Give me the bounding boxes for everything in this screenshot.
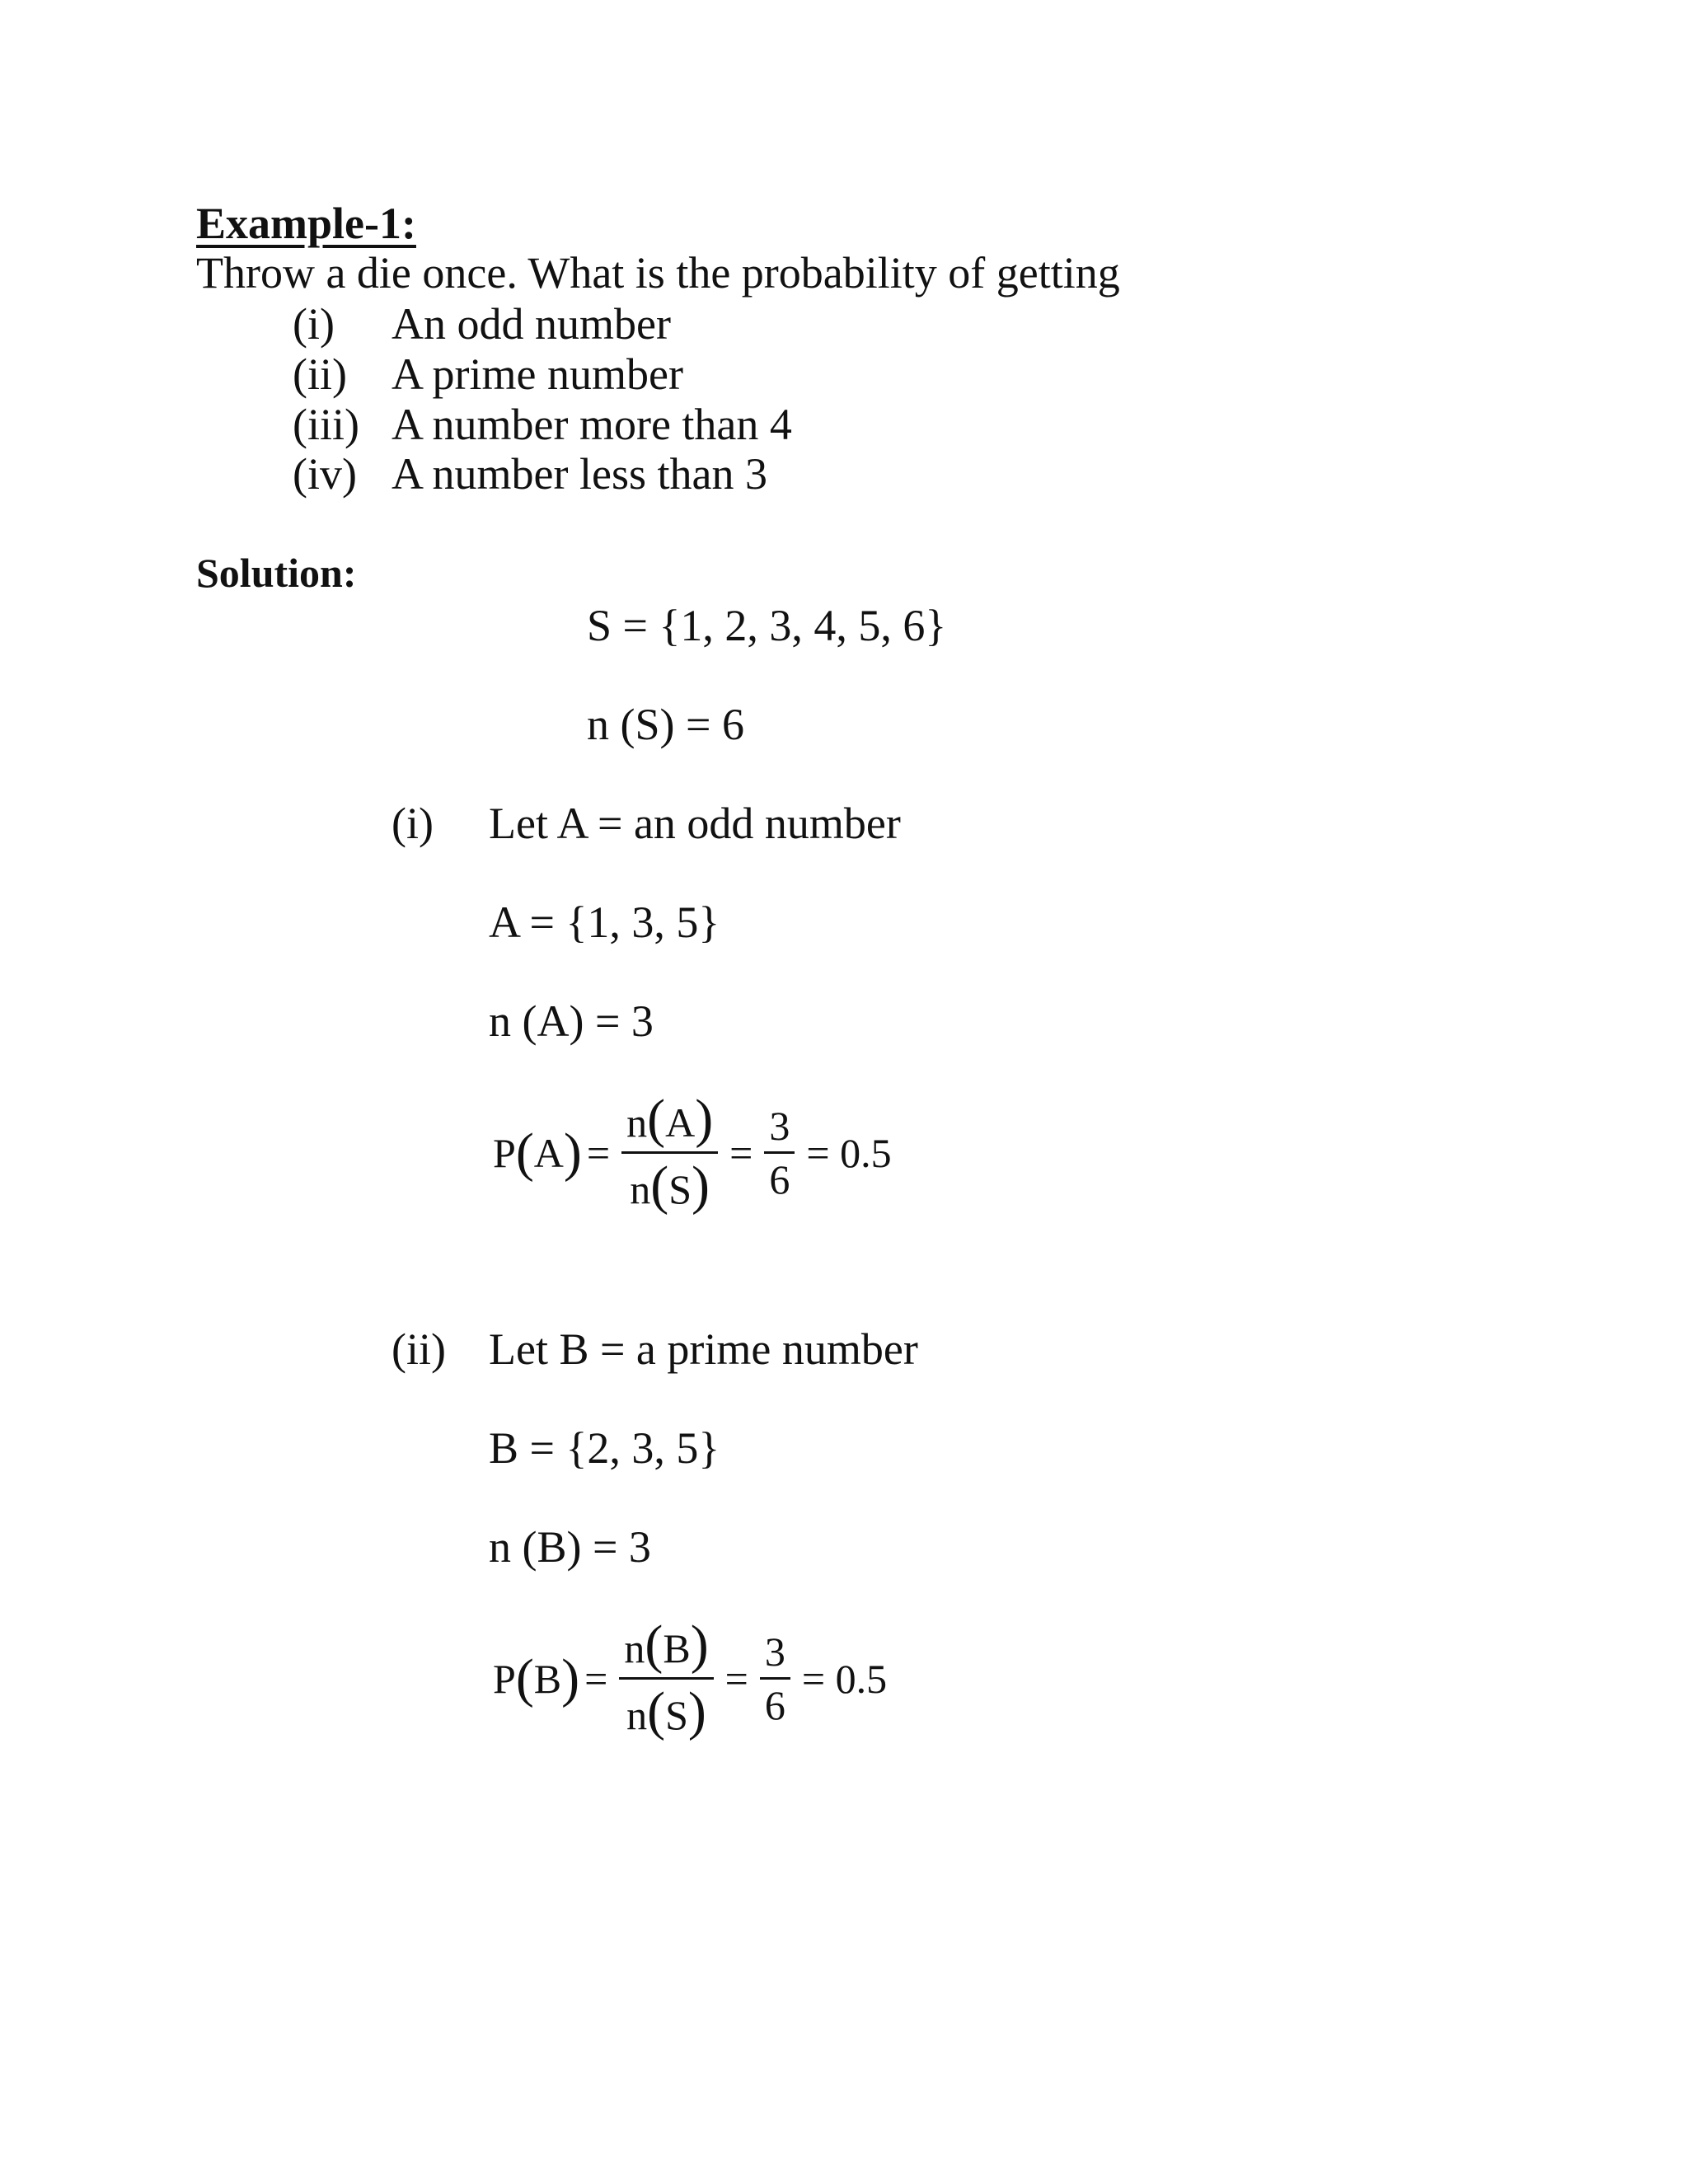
probability-symbol: P [493,1129,516,1176]
solution-part-number: (ii) [392,1324,446,1374]
count-function: n [630,1166,651,1212]
event-count: n (B) = 3 [489,1522,651,1572]
count-function: n [626,1099,648,1146]
count-fraction: $\frac{n(B)}{n(S)}$ [619,1618,713,1739]
fraction-denominator: 6 [764,1682,785,1728]
probability-result: = 0.5 [806,1129,892,1176]
sample-space-symbol: S [665,1692,688,1738]
sample-space-count: n (S) = 6 [587,700,744,749]
solution-part-number: (i) [392,799,434,848]
part-number: (iii) [293,400,359,449]
numeric-fraction [760,1631,790,1726]
event-symbol: B [663,1625,691,1671]
example-heading: Example-1: [196,199,416,248]
sample-space-symbol: S [668,1166,692,1212]
event-definition: Let B = a prime number [489,1324,918,1374]
part-text: A number more than 4 [392,400,792,449]
event-count: n (A) = 3 [489,996,654,1046]
part-text: A prime number [392,349,683,399]
question-text: Throw a die once. What is the probability of getting [196,248,1120,298]
solution-heading: Solution: [196,550,357,596]
part-number: (i) [293,299,335,349]
part-text: An odd number [392,299,671,349]
part-text: A number less than 3 [392,449,767,499]
sample-space: S = {1, 2, 3, 4, 5, 6} [587,601,947,650]
count-function: n [624,1625,645,1671]
event-symbol: B [533,1655,562,1702]
probability-equation: P ( B ) = $\frac{n(B)}{n(S)}$ = $\frac{3}{6}$ = 0.5 [493,1615,888,1741]
count-function: n [626,1692,648,1738]
event-set: B = {2, 3, 5} [489,1423,720,1473]
event-definition: Let A = an odd number [489,799,901,848]
count-fraction: $\frac{n(A)}{n(S)}$ [621,1092,718,1213]
part-number: (ii) [293,349,347,399]
probability-result: = 0.5 [801,1655,888,1702]
fraction-numerator: 3 [764,1629,785,1675]
fraction-numerator: 3 [769,1103,790,1149]
part-number: (iv) [293,449,357,499]
event-set: A = {1, 3, 5} [489,898,720,947]
fraction-denominator: 6 [769,1156,790,1202]
numeric-fraction [764,1105,795,1200]
probability-equation: P ( A ) = $\frac{n(A)}{n(S)}$ = $\frac{3}{6}$ = 0.5 [493,1089,892,1216]
probability-symbol: P [493,1655,516,1702]
event-symbol: A [665,1099,696,1146]
event-symbol: A [533,1129,564,1176]
